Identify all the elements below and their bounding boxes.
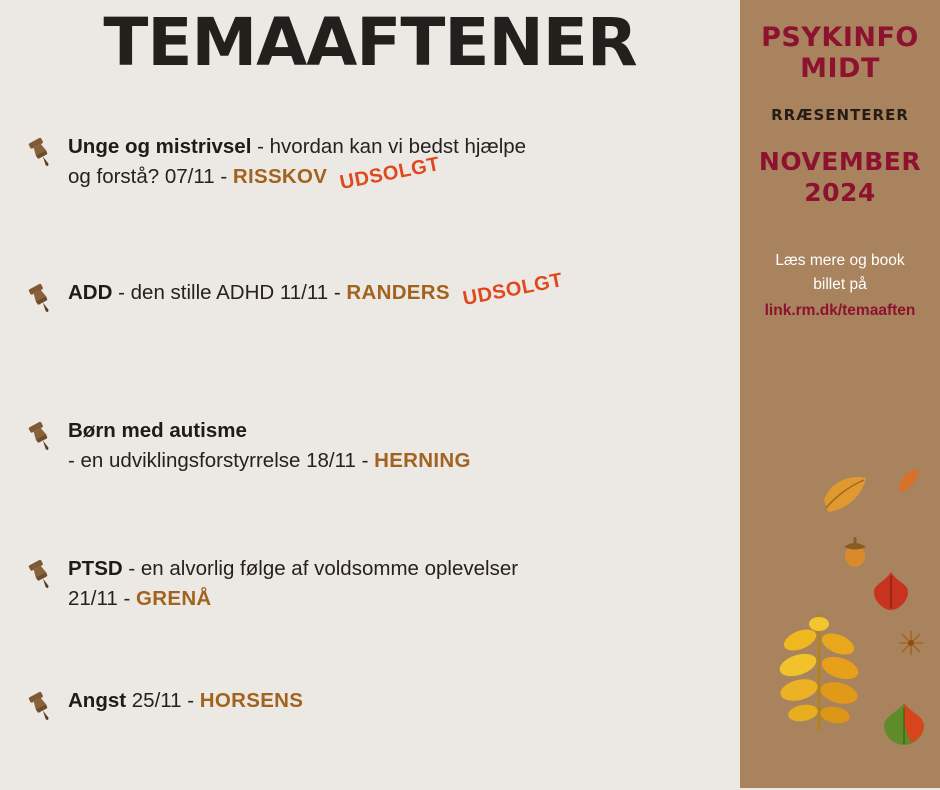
event-desc-1: - den stille ADHD 11/11 - xyxy=(112,281,347,304)
pushpin-icon xyxy=(24,558,58,592)
event-line2 xyxy=(68,584,724,614)
page-title: TEMAAFTENER xyxy=(103,4,637,81)
list-item[interactable] xyxy=(0,554,740,640)
event-desc-2: 21/11 - xyxy=(68,586,136,610)
event-title: Angst xyxy=(68,689,127,712)
status-badge: UDSOLGT xyxy=(460,269,565,311)
event-place: GRENÅ xyxy=(136,586,212,610)
event-line2 xyxy=(68,446,724,476)
booking-info xyxy=(740,249,940,323)
event-desc-1: 25/11 - xyxy=(126,689,200,712)
event-desc-1: - hvordan kan vi bedst hjælpe xyxy=(251,135,527,158)
pushpin-icon xyxy=(24,136,58,170)
acorn-icon xyxy=(838,535,872,569)
pushpin-icon xyxy=(24,420,58,454)
event-text xyxy=(68,132,724,192)
leaf-icon xyxy=(896,466,922,494)
list-item[interactable] xyxy=(0,686,740,772)
event-text xyxy=(68,269,724,311)
list-item[interactable] xyxy=(0,269,740,364)
seed-icon xyxy=(898,630,924,656)
pushpin-icon xyxy=(24,282,58,316)
event-text xyxy=(68,554,724,613)
list-item[interactable] xyxy=(0,132,740,218)
leaf-icon xyxy=(880,700,928,748)
presents-label: RRÆSENTERER xyxy=(771,106,909,125)
event-line2 xyxy=(68,152,724,194)
event-desc-1: - en alvorlig følge af voldsomme oplevelser xyxy=(122,557,519,580)
poster-sidebar xyxy=(740,0,940,788)
event-text xyxy=(68,416,724,475)
event-list xyxy=(0,132,740,790)
booking-line-1: Læs mere og book xyxy=(775,251,905,269)
event-desc-2: og forstå? 07/11 - xyxy=(68,164,233,188)
event-place: RANDERS xyxy=(346,281,450,304)
leaf-icon xyxy=(870,570,912,612)
event-place: HERNING xyxy=(374,448,471,472)
month-label: NOVEMBER xyxy=(758,147,922,177)
event-title: PTSD xyxy=(68,557,123,580)
leaf-icon xyxy=(772,610,866,736)
event-text xyxy=(68,686,724,716)
pushpin-icon xyxy=(24,690,58,724)
year-label: 2024 xyxy=(804,178,876,208)
list-item[interactable] xyxy=(0,416,740,502)
booking-link[interactable]: link.rm.dk/temaaften xyxy=(764,301,916,319)
event-title: Unge og mistrivsel xyxy=(68,135,252,158)
brand-line-2: MIDT xyxy=(800,53,880,85)
event-title: Børn med autisme xyxy=(68,419,247,442)
event-desc-2: - en udviklingsforstyrrelse 18/11 - xyxy=(68,448,375,472)
booking-line-2: billet på xyxy=(813,275,867,293)
event-place: HORSENS xyxy=(199,689,304,712)
date-block xyxy=(740,146,940,209)
leaf-icon xyxy=(820,470,870,516)
event-title: ADD xyxy=(68,281,113,304)
brand-line-1: PSYKINFO xyxy=(761,22,919,53)
status-badge: UDSOLGT xyxy=(338,152,442,194)
event-place: RISSKOV xyxy=(232,164,328,188)
brand-logo xyxy=(740,22,940,84)
